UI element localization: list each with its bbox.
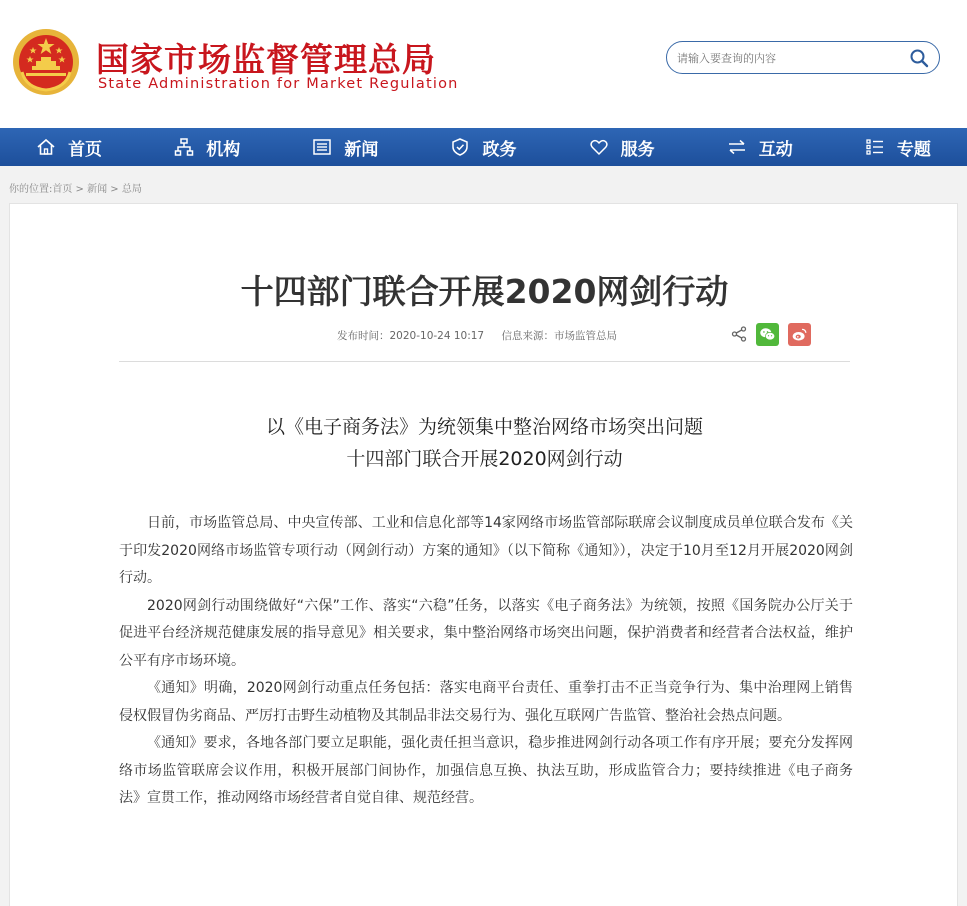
nav-item-government-affairs[interactable] bbox=[414, 128, 552, 166]
share-icon[interactable] bbox=[731, 326, 747, 342]
org-chart-icon bbox=[174, 137, 194, 157]
breadcrumb-prefix: 你的位置: bbox=[9, 184, 53, 195]
nav-item-organization[interactable] bbox=[138, 128, 276, 166]
title-divider bbox=[119, 361, 850, 362]
nav-item-home[interactable] bbox=[0, 128, 138, 166]
article-paragraph: 2020网剑行动围绕做好“六保”工作、落实“六稳”任务，以落实《电子商务法》为统领，按照《国务院办公厅关于促进平台经济规范健康发展的指导意见》相关要求，集中整治网络市场突出问题，保护消费者和经营者合法权益，维护公平有序市场环境。 bbox=[119, 597, 853, 669]
article-title: 十四部门联合开展2020网剑行动 bbox=[240, 272, 729, 311]
site-name-cn: 国家市场监督管理总局 bbox=[96, 40, 436, 79]
publish-time: 发布时间：2020-10-24 10:17 bbox=[337, 330, 485, 342]
site-header bbox=[0, 0, 967, 128]
site-name-en: State Administration for Market Regulation bbox=[98, 76, 459, 92]
article-subtitle-2: 十四部门联合开展2020网剑行动 bbox=[346, 448, 623, 470]
nav-item-label: 互动 bbox=[758, 139, 793, 160]
article-subtitle-1: 以《电子商务法》为统领集中整治网络市场突出问题 bbox=[265, 416, 703, 438]
nav-item-news[interactable] bbox=[276, 128, 414, 166]
nav-item-interaction[interactable] bbox=[691, 128, 829, 166]
wechat-icon bbox=[759, 326, 776, 343]
main-nav bbox=[0, 128, 967, 166]
news-icon bbox=[312, 137, 332, 157]
wechat-share-button[interactable] bbox=[756, 323, 779, 346]
weibo-icon bbox=[791, 326, 808, 343]
home-icon bbox=[36, 137, 56, 157]
search-icon[interactable] bbox=[909, 48, 929, 68]
nav-item-topics[interactable] bbox=[829, 128, 967, 166]
heart-icon bbox=[589, 137, 609, 157]
article-source: 信息来源：市场监管总局 bbox=[501, 330, 617, 342]
nav-item-label: 机构 bbox=[206, 139, 241, 160]
breadcrumb bbox=[9, 180, 142, 195]
article-body bbox=[119, 510, 853, 813]
nav-item-label: 服务 bbox=[620, 139, 655, 160]
nav-item-label: 专题 bbox=[896, 139, 931, 160]
breadcrumb-item-news[interactable]: 新闻 bbox=[87, 184, 108, 195]
share-bar bbox=[731, 322, 820, 346]
nav-item-label: 首页 bbox=[68, 139, 103, 160]
nav-item-label: 政务 bbox=[482, 139, 517, 160]
breadcrumb-item-home[interactable]: 首页 bbox=[52, 184, 73, 195]
nav-item-services[interactable] bbox=[553, 128, 691, 166]
article-container bbox=[9, 203, 958, 906]
breadcrumb-separator: > bbox=[72, 184, 88, 195]
nav-item-label: 新闻 bbox=[344, 139, 379, 160]
search-box bbox=[666, 41, 940, 74]
shield-icon bbox=[450, 137, 470, 157]
article-paragraph: 《通知》要求，各地各部门要立足职能，强化责任担当意识，稳步推进网剑行动各项工作有序开展；要充分发挥网络市场监管联席会议作用，积极开展部门间协作，加强信息互换、执法互助，形成监管合力；要持续推进《电子商务法》宣贯工作，推动网络市场经营者自觉自律、规范经营。 bbox=[119, 735, 853, 806]
article-paragraph: 日前，市场监管总局、中央宣传部、工业和信息化部等14家网络市场监管部际联席会议制度成员单位联合发布《关于印发2020网络市场监管专项行动（网剑行动）方案的通知》（以下简称《通知》），决定于10月至12月开展2020网剑行动。 bbox=[119, 515, 853, 586]
search-input[interactable] bbox=[677, 48, 897, 68]
breadcrumb-item-headquarters[interactable]: 总局 bbox=[121, 184, 142, 195]
article-meta bbox=[337, 328, 631, 343]
breadcrumb-separator: > bbox=[107, 184, 122, 195]
article-paragraph: 《通知》明确，2020网剑行动重点任务包括：落实电商平台责任、重拳打击不正当竞争行为、集中治理网上销售侵权假冒伪劣商品、严厉打击野生动植物及其制品非法交易行为、强化互联网广告监管、整治社会热点问题。 bbox=[119, 680, 853, 724]
exchange-arrows-icon bbox=[727, 137, 747, 157]
weibo-share-button[interactable] bbox=[788, 323, 811, 346]
national-emblem-icon[interactable] bbox=[12, 28, 80, 96]
list-icon bbox=[865, 137, 885, 157]
